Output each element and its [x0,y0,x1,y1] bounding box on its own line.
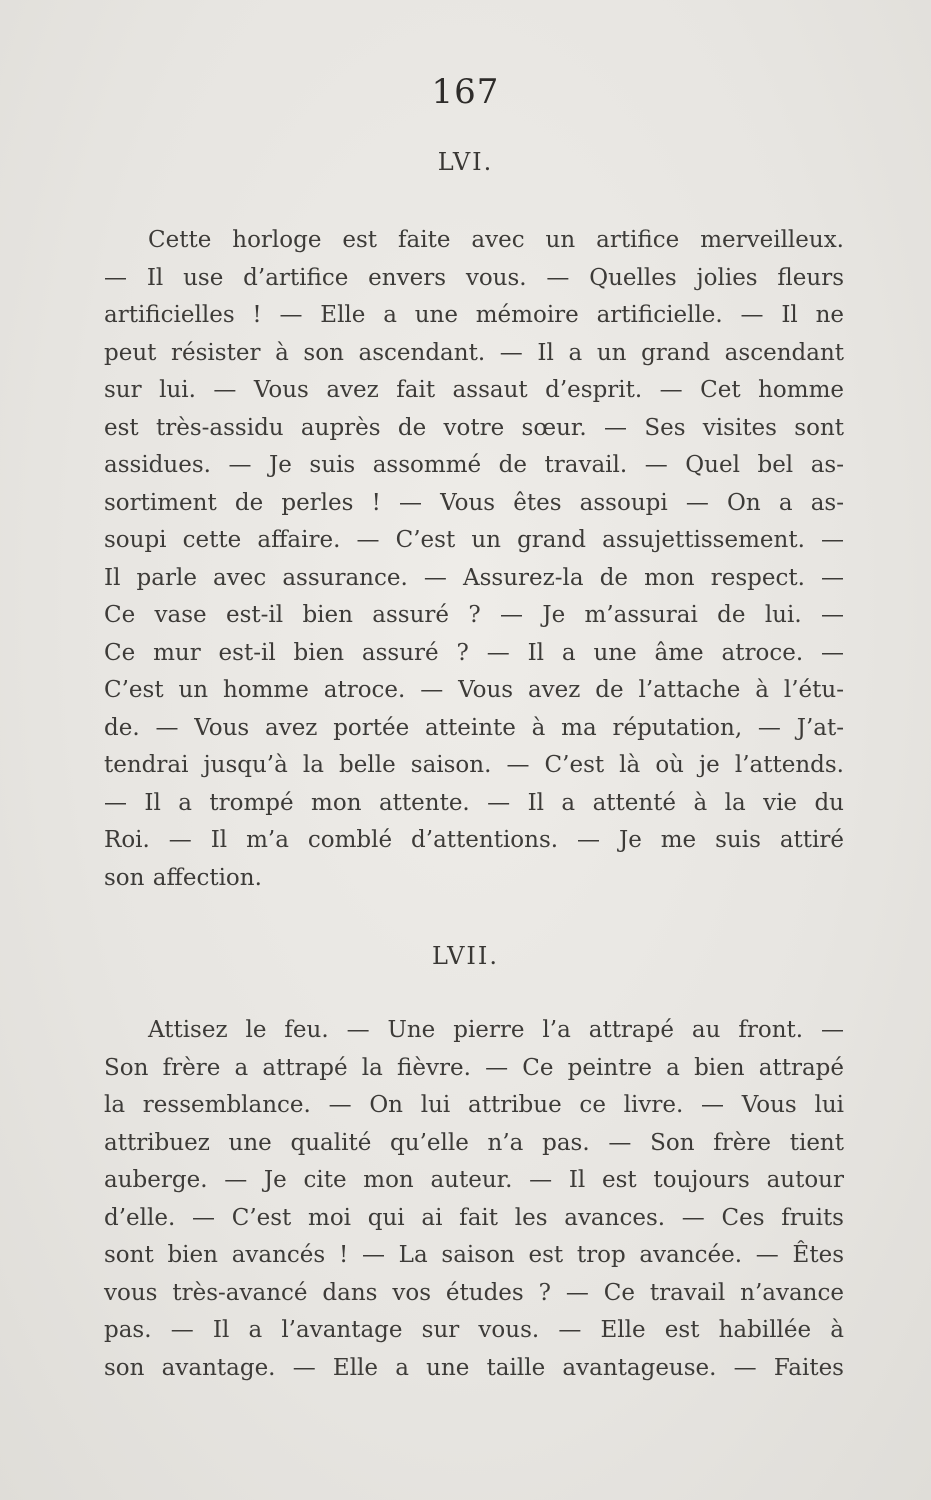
text-line: assidues. — Je suis assommé de travail. — Quel bel as- [104,452,844,478]
text-line: d’elle. — C’est moi qui ai fait les avances. — Ces fruits [104,1204,844,1231]
text-line: son avantage. — Elle a une taille avantageuse. — Faites [104,1354,844,1381]
text-line: sur lui. — Vous avez fait assaut d’esprit. — Cet homme [104,377,844,403]
text-line: Attisez le feu. — Une pierre l’a attrapé au front. — [148,1017,844,1043]
text-line: la ressemblance. — On lui attribue ce livre. — Vous lui [104,1092,844,1118]
text-line: artificielles ! — Elle a une mémoire artificielle. — Il ne [104,302,844,328]
text-line: tendrai jusqu’à la belle saison. — C’est là où je l’attends. [104,752,844,778]
text-line: vous très-avancé dans vos études ? — Ce travail n’avance [104,1279,844,1306]
text-line: Ce vase est-il bien assuré ? — Je m’assurai de lui. — [104,602,844,628]
text-line: Cette horloge est faite avec un artifice merveilleux. [148,227,844,253]
text-line: peut résister à son ascendant. — Il a un grand ascendant [104,339,844,366]
text-line: auberge. — Je cite mon auteur. — Il est toujours autour [104,1167,844,1193]
section-lvi-paragraph [104,222,844,897]
section-lvii-paragraph [104,1012,844,1387]
text-line: est très-assidu auprès de votre sœur. — Ses visites sont [104,414,844,441]
section-title-lvii: LVII. [431,942,499,970]
text-line: attribuez une qualité qu’elle n’a pas. — Son frère tient [104,1129,844,1156]
text-line: Il parle avec assurance. — Assurez-la de mon respect. — [104,564,844,591]
text-line: C’est un homme atroce. — Vous avez de l’attache à l’étu- [104,677,844,703]
text-line: soupi cette affaire. — C’est un grand assujettissement. — [104,527,844,553]
text-line: son affection. [104,864,262,891]
section-title-lvi: LVI. [437,148,494,176]
text-line: Ce mur est-il bien assuré ? — Il a une âme atroce. — [104,639,844,666]
text-line: Son frère a attrapé la fièvre. — Ce peintre a bien attrapé [104,1054,844,1081]
text-line: Roi. — Il m’a comblé d’attentions. — Je me suis attiré [104,827,844,853]
text-line: — Il a trompé mon attente. — Il a attenté à la vie du [104,789,844,816]
page-number: 167 [431,72,500,112]
text-line: de. — Vous avez portée atteinte à ma réputation, — J’at- [104,714,844,741]
text-line: — Il use d’artifice envers vous. — Quelles jolies fleurs [104,264,844,291]
text-line: sont bien avancés ! — La saison est trop avancée. — Êtes [104,1242,844,1268]
text-line: pas. — Il a l’avantage sur vous. — Elle est habillée à [104,1317,844,1343]
text-line: sortiment de perles ! — Vous êtes assoupi — On a as- [104,489,844,516]
